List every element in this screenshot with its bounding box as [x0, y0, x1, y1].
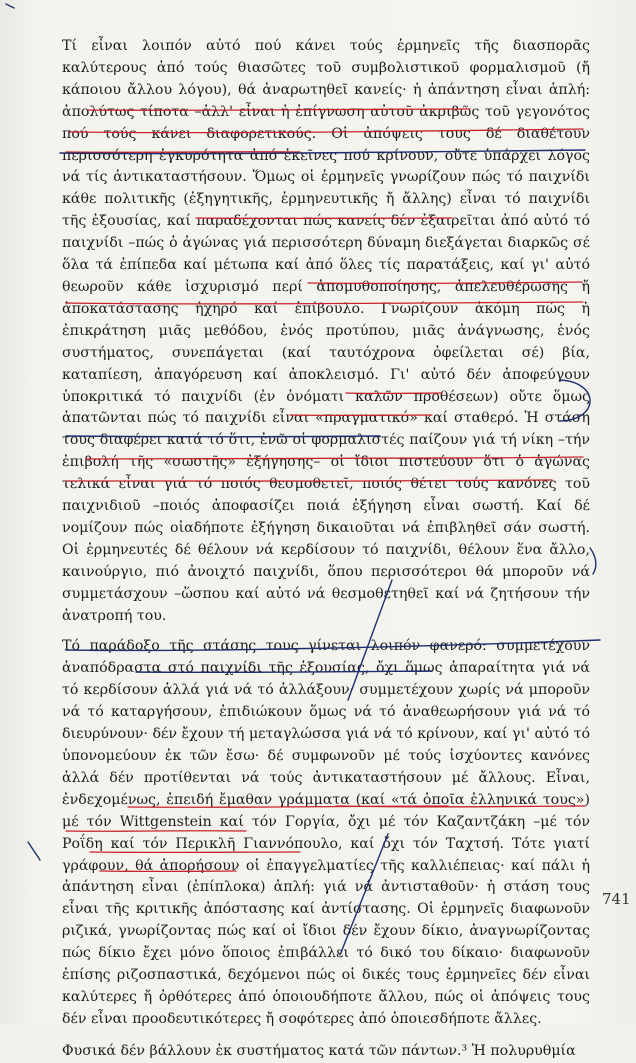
red-underline [308, 282, 582, 283]
blue-underline [66, 640, 600, 650]
blue-diagonal-stroke [340, 834, 388, 955]
red-underline [70, 129, 583, 133]
paragraph-3-start: Φυσικά δέν βάλλουν ἐκ συστήματος κατά τῶν πάντων.³ Ἡ πολυρυθμία [62, 1041, 590, 1063]
blue-underline [136, 671, 432, 672]
red-underline [66, 302, 583, 304]
blue-tick-mark [28, 842, 40, 860]
red-underline [86, 457, 583, 459]
page-number: 741 [602, 890, 631, 908]
red-underline [66, 152, 300, 153]
blue-underline [66, 436, 380, 437]
blue-bracket [560, 380, 590, 421]
blue-diagonal-stroke [348, 580, 392, 700]
paragraph-1: Τί εἶναι λοιπόν αὐτό πού κάνει τούς ἑρμηνεῖς τῆς διασπορᾶς καλύτερους ἀπό τούς θιασῶτες τοῦ συμβολιστικοῦ φορμαλισμοῦ (ἤ κάποιου ἄλλου λόγου), θά ἀναρωτηθεῖ κανείς· ἡ ἀπάντηση εἶναι ἁπλή: ἀπολύτως τίποτα –ἀλλ' εἶναι ἡ ἐπίγνωση αὐτοῦ ἀκριβῶς τοῦ γεγονότος πού τούς κάνει διαφορετικούς. Οἱ ἀπόψεις τους δέ διαθέτουν περισσότερη ἐγκυρότητα ἀπό ἐκεῖνες πού κρίνουν, οὔτε ὑπάρχει λόγος νά τίς ἀντικαταστήσουν. Ὅμως οἱ ἑρμηνεῖς γνωρίζουν πώς τό παιχνίδι κάθε πολιτικῆς (ἐξηγητικῆς, ἑρμηνευτικῆς ἤ ἄλλης) εἶναι τό παιχνίδι τῆς ἐξουσίας, καί παραδέχονται πώς κανείς δέν ἐξαιρεῖται ἀπό αὐτό τό παιχνίδι –πώς ὁ ἀγώνας γιά περισσότερη δύναμη διεξάγεται διαρκῶς σέ ὅλα τά ἐπίπεδα καί μέτωπα καί ἀπό ὅλες τίς παρατάξεις, καί γι' αὐτό θεωροῦν κάθε ἰσχυρισμό περί ἀπομυθοποίησης, ἀπελευθέρωσης ἤ ἀποκατάστασης ἠχηρό καί ἐπίβουλο. Γνωρίζουν ἀκόμη πώς ἡ ἐπικράτηση μιᾶς μεθόδου, ἑνός προτύπου, μιᾶς ἀνάγνωσης, ἑνός συστήματος, συνεπάγεται (καί ταυτόχρονα ὀφείλεται σέ) βία, καταπίεση, ἀπαγόρευση καί ἀποκλεισμό. Γι' αὐτό δέν ἀποφεύγουν ὑποκριτικά τό παιχνίδι (ἐν ὀνόματι καλῶν προθέσεων) οὔτε ὅμως ἀπατῶνται πώς τό παιχνίδι εἶναι «πραγματικό» καί σταθερό. Ἡ στάση τους διαφέρει κατά τό ὅτι, ἐνῶ οἱ φορμαλιστές παίζουν γιά τή νίκη –τήν ἐπιβολή τῆς «σωστῆς» ἐξήγησης– οἱ ἴδιοι πιστεύουν ὅτι ὁ ἀγώνας τελικά εἶναι γιά τό ποιός θεσμοθετεῖ, ποιός θέτει τούς κανόνες τοῦ παιχνιδιοῦ –ποιός ἀποφασίζει ποιά ἐξήγηση εἶναι σωστή. Καί δέ νομίζουν πώς οἱαδήποτε ἐξήγηση δικαιοῦται νά ἐπιβληθεῖ σάν σωστή. Οἱ ἑρμηνευτές δέ θέλουν νά κερδίσουν τό παιχνίδι, θέλουν ἕνα ἄλλο, καινούργιο, πιό ἀνοιχτό παιχνίδι, ὅπου περισσότεροι θά μποροῦν νά συμμετάσχουν –ὥσπου καί αὐτό νά θεσμοθετηθεῖ καί νά ζητήσουν τήν ἀνατροπή του. [62, 36, 590, 627]
red-underline [66, 480, 552, 481]
red-underline [336, 806, 585, 807]
blue-margin-mark [590, 548, 596, 574]
red-underline [66, 831, 246, 832]
paragraph-2: Τό παράδοξο τῆς στάσης τους γίνεται λοιπόν φανερό: συμμετέχουν ἀναπόδραστα στό παιχνίδι τῆς ἐξουσίας, ὄχι ὅμως ἀπαραίτητα γιά νά τό κερδίσουν ἀλλά γιά νά τό ἀλλάξουν· συμμετέχουν χωρίς νά μποροῦν νά τό καταργήσουν, ἐπιδιώκουν ὅμως νά τό ἀναθεωρήσουν γιά νά τό διευρύνουν· δέν ἔχουν τή μεταγλώσσα γιά νά τό κρίνουν, καί γι' αὐτό τό ὑπονομεύουν ἐκ τῶν ἔσω· δέ συμφωνοῦν μέ τούς ἰσχύοντες κανόνες ἀλλά δέν προτίθενται νά τούς ἀντικαταστήσουν μέ ἄλλους. Εἶναι, ἐνδεχομένως, ἐπειδή ἔμαθαν γράμματα (καί «τά ὁποῖα ἑλληνικά τους») μέ τόν Wittgenstein καί τόν Γοργία, ὄχι μέ τόν Καζαντζάκη –μέ τόν Ροΐδη καί τόν Περικλῆ Γιαννόπουλο, καί ὄχι τόν Ταχτσή. Τότε γιατί γράφουν, θά ἀπορήσουν οἱ ἐπαγγελματίες τῆς καλλιέπειας· καί πάλι ἡ ἀπάντηση εἶναι (ἐπίπλοκα) ἁπλή: γιά νά ἀντισταθοῦν· ἡ στάση τους εἶναι τῆς κριτικῆς ἀπόστασης καί ἀντίστασης. Οἱ ἑρμηνεῖς διαφωνοῦν ριζικά, γνωρίζοντας πώς καί οἱ ἴδιοι δέν ἔχουν δίκιο, ἀναγνωρίζοντας πώς δίκιο ἔχει μόνο ὅποιος ἐπιβάλλει τό δικό του δίκαιο· διαφωνοῦν ἐπίσης ριζοσπαστικά, δεχόμενοι πώς οἱ δικές τους ἑρμηνεῖες δέν εἶναι καλύτερες ἤ ὀρθότερες ἀπό ὁποιουδήποτε ἄλλου, πώς οἱ ἀπόψεις τους δέν εἶναι προοδευτικότερες ἤ σοφότερες ἀπό ὁποιεσδήποτε ἄλλες. [62, 636, 590, 1030]
red-underline [88, 109, 470, 110]
blue-margin-mark [6, 4, 14, 8]
